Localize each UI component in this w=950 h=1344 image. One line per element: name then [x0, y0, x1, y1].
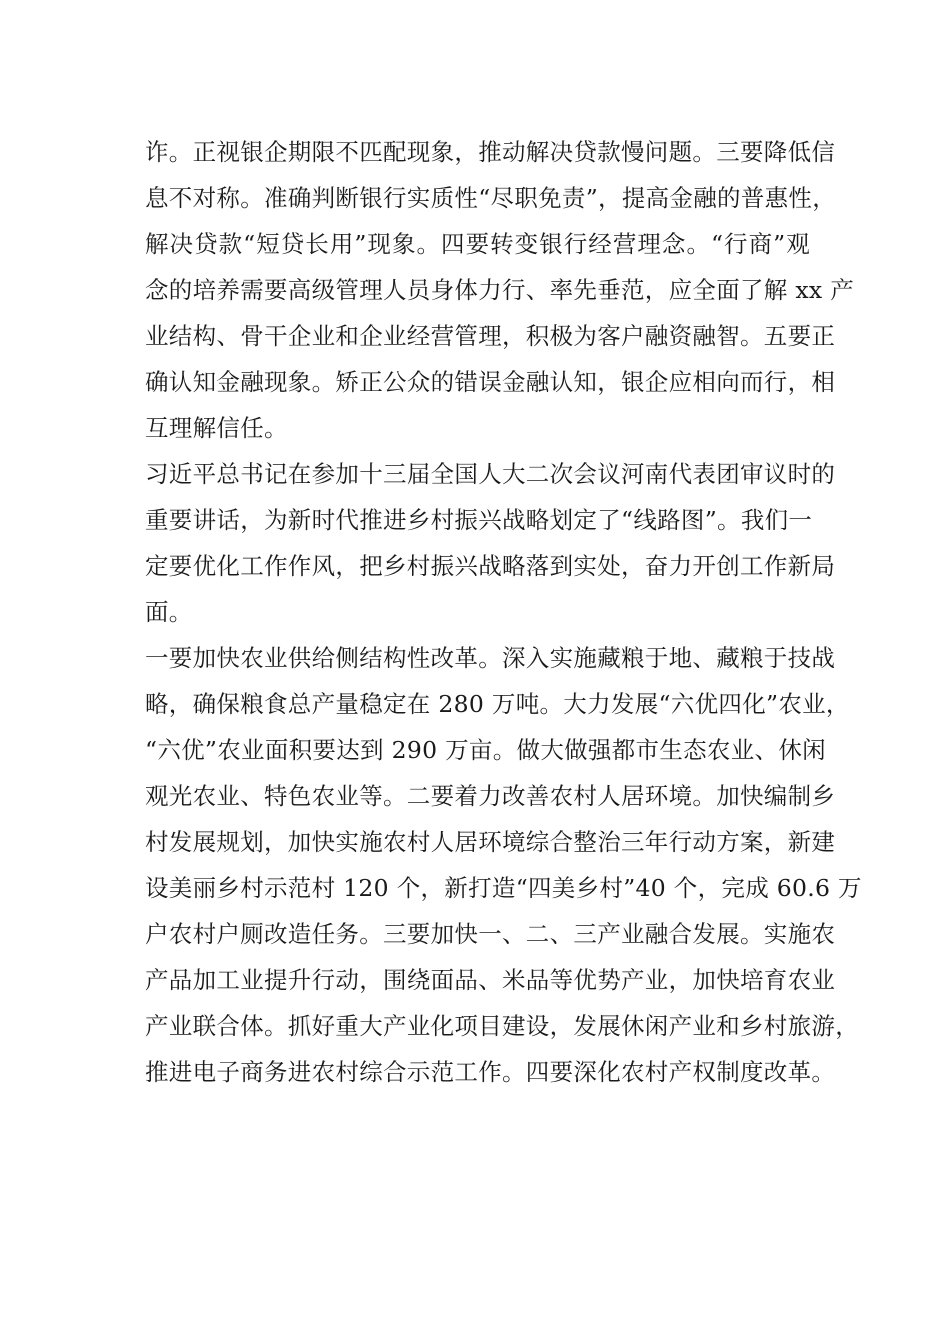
text-line: 设美丽乡村示范村 120 个，新打造“四美乡村”40 个，完成 60.6 万 — [145, 874, 862, 902]
text-line: 念的培养需要高级管理人员身体力行、率先垂范，应全面了解 xx 产 — [145, 276, 855, 304]
text-line: 习近平总书记在参加十三届全国人大二次会议河南代表团审议时的 — [145, 460, 836, 488]
text-line: 村发展规划，加快实施农村人居环境综合整治三年行动方案，新建 — [145, 828, 836, 856]
text-line: 定要优化工作作风，把乡村振兴战略落到实处，奋力开创工作新局 — [145, 552, 836, 580]
paragraph-finance — [145, 129, 855, 451]
text-line: 推进电子商务进农村综合示范工作。四要深化农村产权制度改革。 — [145, 1058, 836, 1086]
text-line: 业结构、骨干企业和企业经营管理，积极为客户融资融智。五要正 — [145, 322, 836, 350]
text-line: “六优”农业面积要达到 290 万亩。做大做强都市生态农业、休闲 — [145, 736, 826, 764]
text-line: 重要讲话，为新时代推进乡村振兴战略划定了“线路图”。我们一 — [145, 506, 813, 534]
text-line: 息不对称。准确判断银行实质性“尽职免责”，提高金融的普惠性， — [145, 184, 837, 212]
text-line: 略，确保粮食总产量稳定在 280 万吨。大力发展“六优四化”农业， — [145, 690, 850, 718]
document-body — [145, 129, 862, 1095]
text-line: 面。 — [145, 598, 193, 626]
paragraph-speech — [145, 451, 836, 635]
text-line: 户农村户厕改造任务。三要加快一、二、三产业融合发展。实施农 — [145, 920, 836, 948]
paragraph-agriculture — [145, 635, 862, 1095]
text-line: 互理解信任。 — [145, 414, 288, 442]
text-line: 产品加工业提升行动，围绕面品、米品等优势产业，加快培育农业 — [145, 966, 836, 994]
text-line: 产业联合体。抓好重大产业化项目建设，发展休闲产业和乡村旅游， — [145, 1012, 859, 1040]
text-line: 观光农业、特色农业等。二要着力改善农村人居环境。加快编制乡 — [145, 782, 836, 810]
text-line: 诈。正视银企期限不匹配现象，推动解决贷款慢问题。三要降低信 — [145, 138, 836, 166]
text-line: 一要加快农业供给侧结构性改革。深入实施藏粮于地、藏粮于技战 — [145, 644, 836, 672]
text-line: 确认知金融现象。矫正公众的错误金融认知，银企应相向而行，相 — [145, 368, 836, 396]
text-line: 解决贷款“短贷长用”现象。四要转变银行经营理念。“行商”观 — [145, 230, 810, 258]
